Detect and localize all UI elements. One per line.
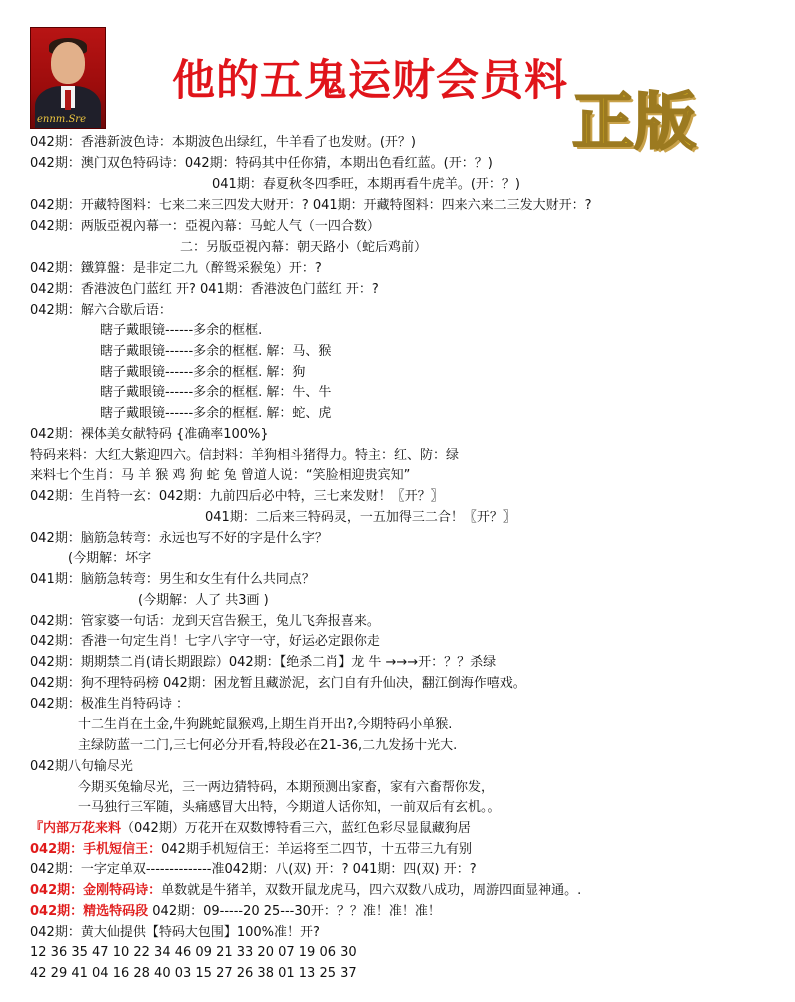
line-19: 041期：二后来三特码灵，一五加得三二合！〖开？〗: [205, 510, 516, 525]
line-31: 042期八句输尽光: [30, 759, 133, 774]
line-3: 041期：春夏秋冬四季旺，本期再看牛虎羊。(开：？): [212, 177, 520, 192]
line-9: 042期：解六合歇后语：: [30, 303, 172, 318]
line-26: 042期：期期禁二肖(请长期跟踪）042期：【绝杀二肖】龙 牛 →→→开：？？杀绿: [30, 655, 497, 670]
line-38: [30, 903, 441, 921]
line-35: [30, 841, 472, 859]
line-20: 042期：脑筋急转弯：永远也写不好的字是什么字？: [30, 531, 328, 546]
line-16: 特码来料：大红大紫迎四六。信封料：羊狗相斗猪得力。特主：红、防：绿: [30, 448, 460, 463]
line-8: 042期：香港波色门蓝红 开? 041期：香港波色门蓝红 开：?: [30, 282, 379, 297]
line-32: 今期买兔输尽光，三一两边猜特码，本期预测出家畜，家有六畜帮你发，: [78, 780, 495, 795]
line-39: 042期：黄大仙提供【特码大包围】100%准！开?: [30, 925, 320, 940]
line-25: 042期：香港一句定生肖！七字八字守一守，好运必定跟你走: [30, 634, 380, 649]
line-30: 主绿防蓝一二门,三七何必分开看,特段必在21-36,二九发扬十光大.: [78, 738, 458, 753]
line-2: 042期：澳门双色特码诗：042期：特码其中任你猜，本期出色看红蓝。(开：？): [30, 156, 493, 171]
line-37-body: 单数就是牛猪羊，双数开鼠龙虎马，四六双数八成功，周游四面显神通。.: [161, 883, 582, 898]
line-27: 042期：狗不理特码榜 042期：困龙暂且藏淤泥，玄门自有升仙决，翻江倒海作嘻戏。: [30, 676, 526, 691]
line-34-body: （042期）万花开在双数博特看三六，蓝红色彩尽显鼠藏狗居: [121, 821, 471, 836]
number-row-1: 12 36 35 47 10 22 34 46 09 21 33 20 07 19 06 30: [30, 945, 357, 960]
line-28: 042期：极准生肖特码诗 ：: [30, 697, 189, 712]
line-7: 042期：鐵算盤：是非定二九（醉鸳采猴兔）开：?: [30, 261, 322, 276]
portrait-signature: ennm.Sre: [37, 114, 87, 125]
line-24: 042期：管家婆一句话：龙到天宫告猴王，兔儿飞奔报喜来。: [30, 614, 380, 629]
line-36: 042期：一字定单双--------------准042期：八(双) 开：? 041期：四(双) 开：?: [30, 862, 477, 877]
line-14: 瞎子戴眼镜------多余的框框. 解：蛇、虎: [100, 406, 332, 421]
portrait-face: [51, 42, 85, 84]
line-35-tag: 042期：手机短信王：: [30, 842, 162, 857]
line-35-body: 042期手机短信王：羊运将至二四节，十五带三九有别: [161, 842, 472, 857]
line-38-tag: 042期：精选特码段: [30, 904, 149, 919]
line-34-tag: 『内部万花来料: [30, 821, 122, 836]
line-5: 042期：两版亞視內幕一：亞視內幕：马蛇人气（一四合数）: [30, 219, 380, 234]
line-23: (今期解：人了 共3画 ): [138, 593, 269, 608]
line-6: 二：另版亞視內幕：朝天路小（蛇后鸡前）: [180, 240, 428, 255]
line-11: 瞎子戴眼镜------多余的框框. 解：马、猴: [100, 344, 332, 359]
line-38-body: 042期：09-----20 25---30开：？？准！准！准！: [148, 904, 441, 919]
authentic-stamp: 正版: [572, 85, 697, 158]
line-4: 042期：开藏特图料：七来二来三四发大财开：? 041期：开藏特图料：四来六来二三发大财开：?: [30, 198, 592, 213]
line-37: [30, 882, 581, 900]
line-34: [30, 820, 471, 838]
line-10: 瞎子戴眼镜------多余的框框.: [100, 323, 263, 338]
line-22: 041期：脑筋急转弯：男生和女生有什么共同点？: [30, 572, 315, 587]
line-33: 一马独行三军随，头痛感冒大出特，今期道人话你知，一前双后有玄机。。: [78, 800, 501, 815]
line-1: 042期：香港新波色诗：本期波色出绿红，牛羊看了也发财。(开？): [30, 135, 416, 150]
line-15: 042期：裸体美女献特码 {准确率100%}: [30, 427, 269, 442]
line-17: 来料七个生肖：马 羊 猴 鸡 狗 蛇 兔 曾道人说：“笑脸相迎贵宾知”: [30, 468, 411, 483]
line-18: 042期：生肖特一玄：042期：九前四后必中特，三七来发财！〖开？〗: [30, 489, 444, 504]
line-37-tag: 042期：金刚特码诗：: [30, 883, 162, 898]
portrait-tie: [65, 90, 71, 110]
page-title: 他的五鬼运财会员料: [172, 56, 568, 106]
author-portrait: [30, 27, 106, 129]
line-21: (今期解：坏字: [68, 551, 152, 566]
line-29: 十二生肖在土金,牛狗跳蛇鼠猴鸡,上期生肖开出?,今期特码小单猴.: [78, 717, 453, 732]
line-12: 瞎子戴眼镜------多余的框框. 解：狗: [100, 365, 306, 380]
line-13: 瞎子戴眼镜------多余的框框. 解：牛、牛: [100, 385, 332, 400]
number-row-2: 42 29 41 04 16 28 40 03 15 27 26 38 01 13 25 37: [30, 966, 357, 981]
